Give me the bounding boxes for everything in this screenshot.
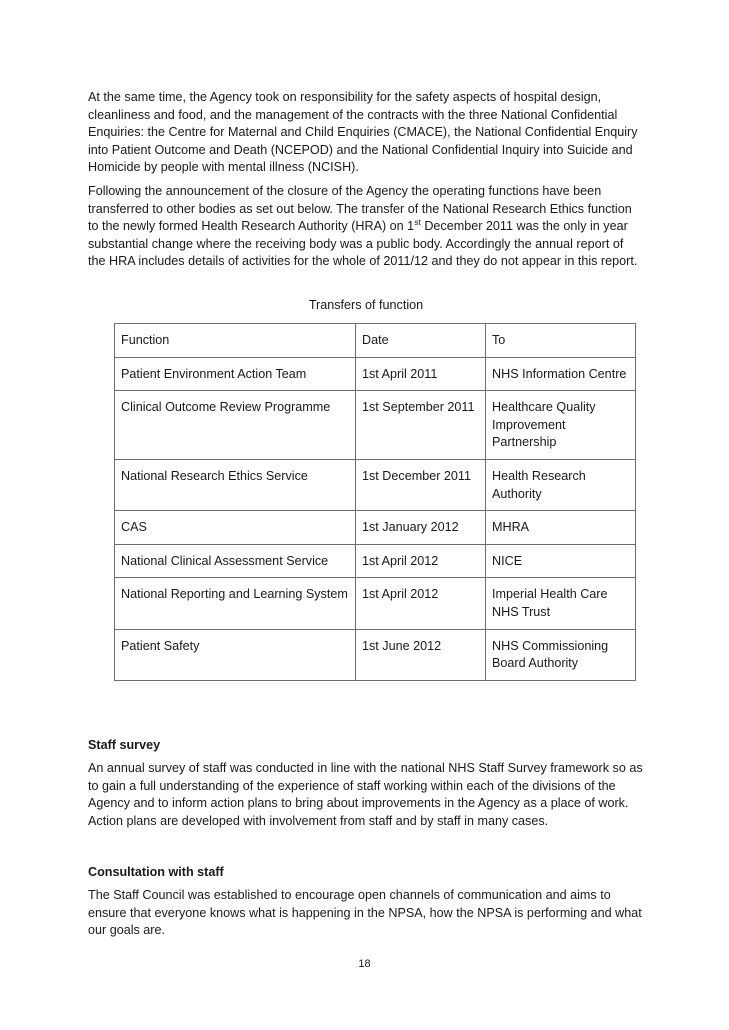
cell-to: Health Research Authority <box>486 459 636 510</box>
cell-date: 1st December 2011 <box>356 459 486 510</box>
cell-date: 1st April 2012 <box>356 544 486 578</box>
cell-to: NHS Information Centre <box>486 357 636 391</box>
cell-function: CAS <box>115 511 356 545</box>
header-function: Function <box>115 324 356 358</box>
cell-function: Patient Safety <box>115 629 356 680</box>
page-number: 18 <box>358 958 371 970</box>
table-row <box>115 511 636 545</box>
cell-to: MHRA <box>486 511 636 545</box>
header-date: Date <box>356 324 486 358</box>
table-row <box>115 357 636 391</box>
cell-to: Imperial Health Care NHS Trust <box>486 578 636 629</box>
table-caption: Transfers of function <box>308 298 424 312</box>
transfers-of-function-table <box>114 323 636 681</box>
paragraph-transfer-text-a: Following the announcement of the closure of the Agency the operating functions have been transferred to other bodies as set out below. The transfer of the National Research Ethics function to the newly formed Health Research Authority (HRA) on 1 <box>88 184 632 234</box>
consultation-heading: Consultation with staff <box>88 865 224 879</box>
cell-date: 1st April 2011 <box>356 357 486 391</box>
cell-function: Clinical Outcome Review Programme <box>115 391 356 460</box>
staff-survey-paragraph: An annual survey of staff was conducted in line with the national NHS Staff Survey framework so as to gain a full understanding of the experience of staff working within each of the divisions of the Agency and to inform action plans to bring about improvements in the Agency as a place of work. Action plans are developed with involvement from staff and by staff in many cases. <box>88 761 643 828</box>
paragraph-agency-responsibility: At the same time, the Agency took on responsibility for the safety aspects of hospital design, cleanliness and food, and the management of the contracts with the three National Confidential Enquiries: the Centre for Maternal and Child Enquiries (CMACE), the National Confidential Enquiry into Patient Outcome and Death (NCEPOD) and the National Confidential Inquiry into Suicide and Homicide by people with mental illness (NCISH). <box>88 90 638 175</box>
table-row <box>115 578 636 629</box>
table-row <box>115 459 636 510</box>
cell-function: Patient Environment Action Team <box>115 357 356 391</box>
table-row <box>115 391 636 460</box>
ordinal-superscript: st <box>414 217 421 227</box>
staff-survey-heading: Staff survey <box>88 738 161 752</box>
cell-function: National Clinical Assessment Service <box>115 544 356 578</box>
cell-function: National Reporting and Learning System <box>115 578 356 629</box>
cell-to: NHS Commissioning Board Authority <box>486 629 636 680</box>
cell-date: 1st January 2012 <box>356 511 486 545</box>
table-row <box>115 544 636 578</box>
cell-to: NICE <box>486 544 636 578</box>
cell-to: Healthcare Quality Improvement Partnership <box>486 391 636 460</box>
table-header-row <box>115 324 636 358</box>
cell-function: National Research Ethics Service <box>115 459 356 510</box>
paragraph-transfer-text-b: December 2011 was the only in year substantial change where the receiving body was a public body. Accordingly the annual report of the HRA includes details of activities for the whole of 2011/12 and they do not appear in this report. <box>88 219 638 269</box>
paragraph-transfer-of-functions <box>88 183 644 271</box>
cell-date: 1st September 2011 <box>356 391 486 460</box>
header-to: To <box>486 324 636 358</box>
cell-date: 1st June 2012 <box>356 629 486 680</box>
consultation-paragraph: The Staff Council was established to encourage open channels of communication and aims to ensure that everyone knows what is happening in the NPSA, how the NPSA is performing and what our goals are. <box>88 888 642 938</box>
cell-date: 1st April 2012 <box>356 578 486 629</box>
table-body <box>115 324 636 681</box>
table-row <box>115 629 636 680</box>
